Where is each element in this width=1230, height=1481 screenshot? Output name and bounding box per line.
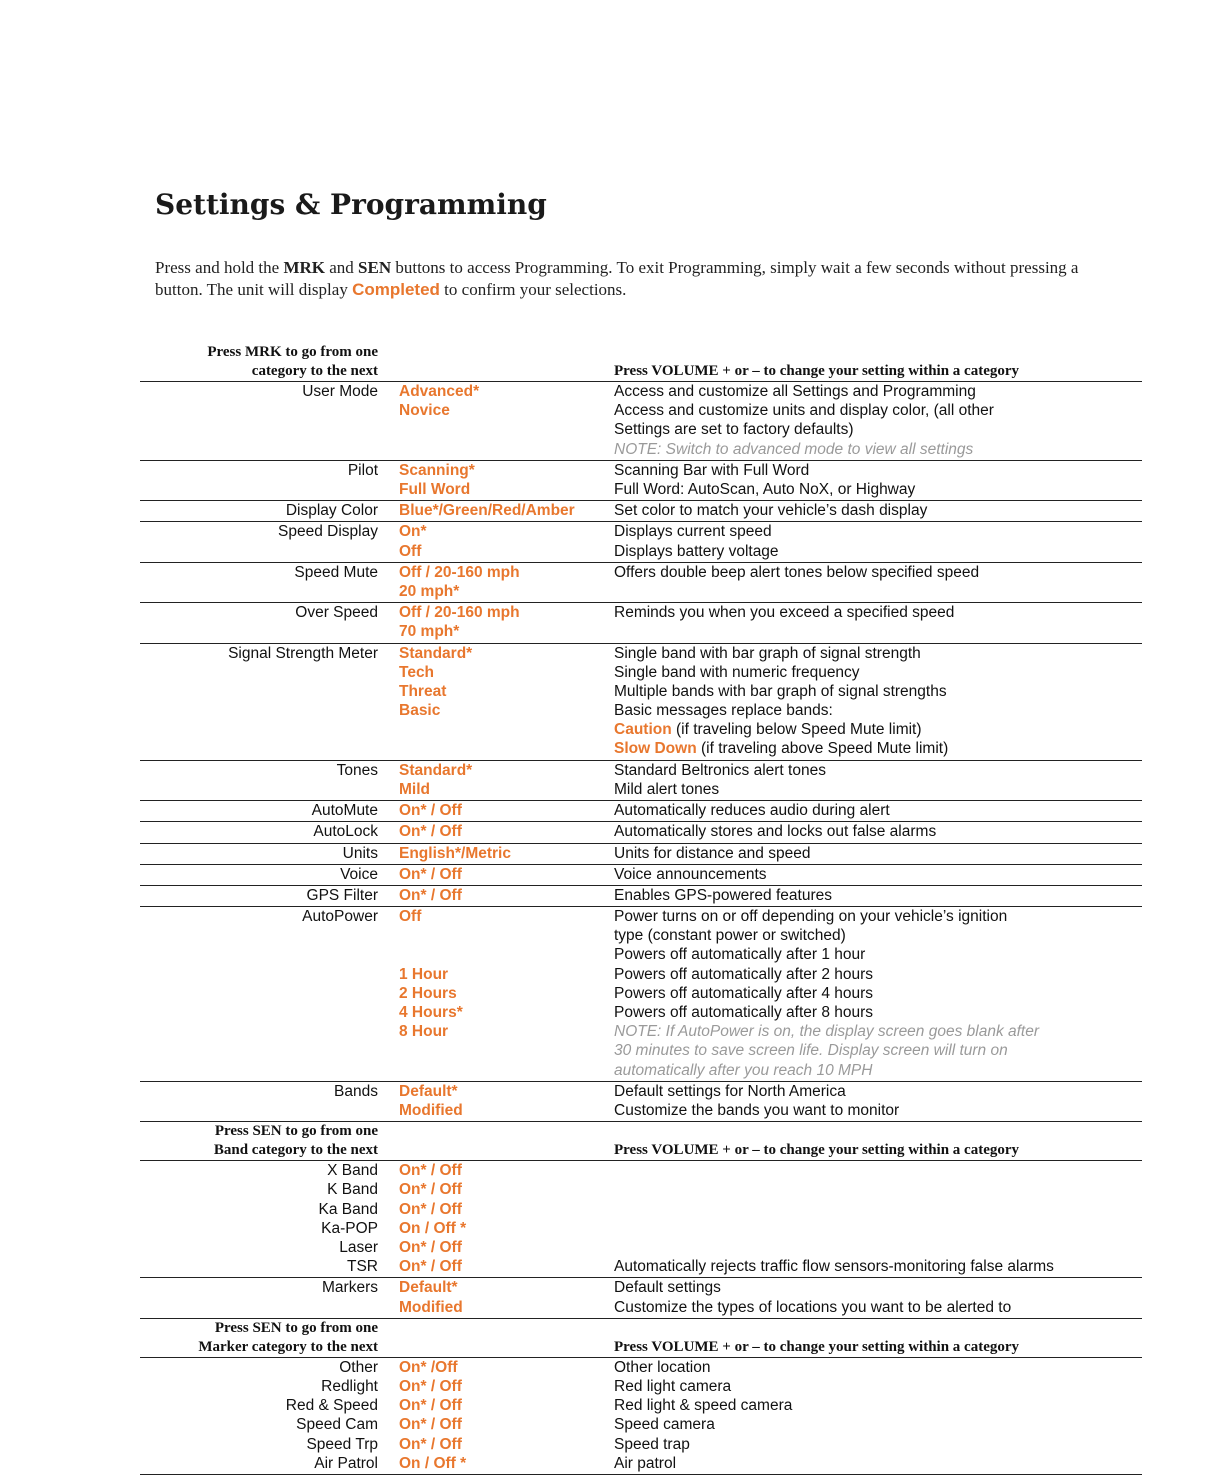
description-text: Multiple bands with bar graph of signal strengths — [614, 682, 947, 700]
setting-description-line — [614, 844, 1134, 863]
setting-description-line — [614, 780, 1134, 799]
setting-row — [140, 1082, 1142, 1122]
setting-description-line — [614, 1435, 1134, 1454]
setting-option: On* / Off — [399, 1162, 462, 1180]
setting-option: Scanning* — [399, 461, 475, 479]
setting-description-line — [614, 542, 1134, 561]
setting-options — [399, 844, 619, 863]
setting-description — [614, 522, 1134, 560]
setting-description — [614, 1161, 1134, 1276]
description-text: Standard Beltronics alert tones — [614, 761, 826, 779]
setting-description-line — [614, 501, 1134, 520]
description-text: Powers off automatically after 4 hours — [614, 984, 874, 1002]
setting-description-line — [614, 1161, 1134, 1180]
setting-options — [399, 644, 619, 721]
description-text: Red light & speed camera — [614, 1397, 793, 1415]
setting-row — [140, 1161, 1142, 1278]
intro-text: Press and hold the — [155, 258, 284, 277]
setting-options — [399, 1278, 619, 1316]
setting-name — [140, 501, 378, 520]
setting-description-line — [614, 1278, 1134, 1297]
setting-name-line: Speed Mute — [294, 563, 378, 581]
setting-options — [399, 801, 619, 820]
setting-name — [140, 907, 378, 926]
setting-option: On* / Off — [399, 1416, 462, 1434]
setting-description-line — [614, 720, 1134, 739]
section-header-left-line: Marker category to the next — [198, 1339, 378, 1356]
setting-row — [140, 822, 1142, 843]
setting-options — [399, 907, 619, 1041]
completed-label: Completed — [352, 280, 440, 299]
setting-name-line: Markers — [322, 1279, 378, 1297]
setting-options — [399, 382, 619, 420]
setting-name-line: GPS Filter — [306, 886, 378, 904]
setting-description-line — [614, 401, 1134, 420]
section-header-right: Press VOLUME + or – to change your setting within a category — [614, 1142, 1020, 1159]
setting-description-line — [614, 1101, 1134, 1120]
setting-description-line — [614, 926, 1134, 945]
setting-option: On* / Off — [399, 1397, 462, 1415]
setting-name — [140, 1161, 378, 1276]
setting-name-line: Speed Display — [278, 523, 378, 541]
setting-option: 8 Hour — [399, 1023, 449, 1041]
setting-option: Modified — [399, 1298, 463, 1316]
setting-description-line — [614, 1082, 1134, 1101]
setting-note — [614, 1041, 1134, 1060]
description-text: NOTE: If AutoPower is on, the display screen goes blank after — [614, 1023, 1040, 1041]
setting-row — [140, 644, 1142, 761]
description-text: Power turns on or off depending on your vehicle’s ignition — [614, 908, 1008, 926]
description-text: Other location — [614, 1358, 711, 1376]
setting-description-line — [614, 945, 1134, 964]
section-header-left-line: Press SEN to go from one — [214, 1319, 378, 1336]
setting-option: On* / Off — [399, 1258, 462, 1276]
setting-option: Off / 20-160 mph — [399, 563, 520, 581]
setting-name — [140, 865, 378, 884]
setting-name-line: AutoLock — [313, 823, 378, 841]
setting-option: 70 mph* — [399, 623, 460, 641]
setting-description-line — [614, 801, 1134, 820]
setting-option: Tech — [399, 663, 435, 681]
setting-options — [399, 563, 619, 601]
description-text: Offers double beep alert tones below specified speed — [614, 563, 980, 581]
setting-options — [399, 603, 619, 641]
setting-name-line: TSR — [347, 1258, 378, 1276]
setting-option: Off — [399, 542, 422, 560]
setting-row — [140, 844, 1142, 865]
description-text: Speed trap — [614, 1435, 690, 1453]
setting-row — [140, 382, 1142, 461]
description-text: Default settings — [614, 1279, 721, 1297]
setting-description-line — [614, 1180, 1134, 1199]
setting-description — [614, 501, 1134, 520]
description-text: Access and customize units and display color, (all other — [614, 402, 994, 420]
setting-options — [399, 886, 619, 905]
setting-description — [614, 822, 1134, 841]
description-text: Basic messages replace bands: — [614, 702, 833, 720]
intro-text: buttons to access Programming. To exit Programming, simply wait a few seconds without pressing a button. The unit will display — [155, 258, 1079, 299]
description-text: Enables GPS-powered features — [614, 886, 832, 904]
setting-row — [140, 1358, 1142, 1475]
setting-name-line: AutoMute — [311, 802, 378, 820]
section-header-left — [140, 1319, 378, 1357]
setting-name-line: X Band — [327, 1162, 378, 1180]
setting-description-line — [614, 822, 1134, 841]
setting-description — [614, 907, 1134, 1080]
section-header-right: Press VOLUME + or – to change your setting within a category — [614, 363, 1020, 379]
setting-options — [399, 1082, 619, 1120]
setting-option — [399, 926, 619, 945]
description-text: Powers off automatically after 1 hour — [614, 946, 866, 964]
setting-option: 4 Hours* — [399, 1004, 463, 1021]
setting-option: 1 Hour — [399, 965, 449, 983]
setting-name — [140, 1278, 378, 1297]
setting-options — [399, 761, 619, 799]
setting-option: On* / Off — [399, 1239, 462, 1256]
setting-description — [614, 801, 1134, 820]
setting-option: English*/Metric — [399, 844, 511, 862]
setting-note — [614, 440, 1134, 459]
setting-row — [140, 761, 1142, 801]
section-header-left-line: Press SEN to go from one — [214, 1123, 378, 1140]
description-text: Single band with numeric frequency — [614, 663, 860, 681]
description-text: Automatically reduces audio during alert — [614, 802, 890, 820]
setting-name — [140, 461, 378, 480]
description-text: Displays current speed — [614, 523, 772, 541]
setting-option: 2 Hours — [399, 984, 457, 1002]
setting-description — [614, 1082, 1134, 1120]
setting-description-line — [614, 984, 1134, 1003]
setting-name — [140, 1082, 378, 1101]
description-text: Access and customize all Settings and Programming — [614, 383, 976, 400]
section-header-left-line: Press MRK to go from one — [207, 344, 378, 360]
setting-name-line: Ka-POP — [321, 1219, 378, 1237]
description-text: Single band with bar graph of signal strength — [614, 644, 921, 662]
setting-description-line — [614, 739, 1134, 758]
setting-description — [614, 603, 1134, 622]
setting-option: On* / Off — [399, 1435, 462, 1453]
setting-description — [614, 644, 1134, 759]
setting-row — [140, 865, 1142, 886]
setting-name-line: Units — [342, 844, 378, 862]
description-text: (if traveling above Speed Mute limit) — [696, 740, 949, 758]
setting-description-line — [614, 1415, 1134, 1434]
setting-description-line — [614, 1200, 1134, 1219]
setting-description — [614, 461, 1134, 499]
setting-name — [140, 1358, 378, 1473]
setting-description-line — [614, 1298, 1134, 1317]
setting-option: On* /Off — [399, 1358, 458, 1376]
setting-name-line: Pilot — [347, 461, 378, 479]
setting-option: Novice — [399, 402, 450, 420]
setting-description-line — [614, 420, 1134, 439]
setting-option: Standard* — [399, 761, 473, 779]
setting-option: Blue*/Green/Red/Amber — [399, 502, 575, 520]
mrk-button-label: MRK — [283, 258, 325, 277]
page-title: Settings & Programming — [155, 188, 547, 221]
description-text: Units for distance and speed — [614, 844, 811, 862]
description-text: Settings are set to factory defaults) — [614, 421, 854, 439]
setting-description-line — [614, 1003, 1134, 1022]
setting-name — [140, 822, 378, 841]
setting-options — [399, 1358, 619, 1473]
setting-description-line — [614, 701, 1134, 720]
setting-description-line — [614, 603, 1134, 622]
section-header-left-line: category to the next — [251, 363, 378, 380]
section-header-left — [140, 1122, 378, 1160]
setting-options — [399, 1161, 619, 1276]
setting-row — [140, 1278, 1142, 1318]
setting-option: On* / Off — [399, 865, 462, 883]
description-text: Customize the types of locations you want to be alerted to — [614, 1298, 1012, 1316]
setting-description — [614, 563, 1134, 582]
setting-name-line: Speed Cam — [296, 1416, 378, 1434]
description-text: Powers off automatically after 2 hours — [614, 965, 874, 983]
setting-name-line: AutoPower — [302, 908, 378, 926]
setting-description-line — [614, 522, 1134, 541]
setting-option: On* / Off — [399, 823, 462, 841]
setting-row — [140, 522, 1142, 562]
setting-options — [399, 865, 619, 884]
setting-description-line — [614, 461, 1134, 480]
setting-options — [399, 461, 619, 499]
setting-description-line — [614, 663, 1134, 682]
setting-description-line — [614, 886, 1134, 905]
setting-option: Default* — [399, 1279, 458, 1297]
setting-description-line — [614, 563, 1134, 582]
intro-text: to confirm your selections. — [439, 280, 627, 299]
section-header — [140, 1122, 1142, 1161]
setting-name-line: Voice — [340, 865, 378, 883]
setting-option: On* / Off — [399, 1378, 462, 1396]
setting-name-line: K Band — [327, 1181, 378, 1199]
section-header-left — [140, 343, 378, 381]
setting-option: Standard* — [399, 644, 473, 662]
setting-description-line — [614, 1358, 1134, 1377]
setting-description-line — [614, 1396, 1134, 1415]
sen-button-label: SEN — [358, 258, 392, 277]
setting-option: On* — [399, 523, 427, 541]
setting-row — [140, 563, 1142, 603]
setting-note — [614, 1022, 1134, 1041]
setting-option — [399, 945, 619, 964]
setting-name — [140, 603, 378, 622]
setting-option: On* / Off — [399, 886, 462, 904]
settings-table — [140, 343, 1142, 1475]
setting-option: Full Word — [399, 480, 471, 498]
message-label: Slow Down — [614, 740, 697, 758]
setting-description — [614, 761, 1134, 799]
setting-option: On* / Off — [399, 1181, 462, 1199]
description-text: Set color to match your vehicle’s dash display — [614, 502, 928, 520]
description-text: Mild alert tones — [614, 780, 720, 798]
description-text: Red light camera — [614, 1378, 732, 1396]
setting-name-line: Display Color — [285, 502, 378, 520]
setting-name — [140, 522, 378, 541]
setting-description — [614, 886, 1134, 905]
setting-name — [140, 886, 378, 905]
description-text: Scanning Bar with Full Word — [614, 461, 810, 479]
setting-name — [140, 844, 378, 863]
setting-description-line — [614, 907, 1134, 926]
setting-name — [140, 563, 378, 582]
setting-description-line — [614, 480, 1134, 499]
setting-description-line — [614, 761, 1134, 780]
setting-name-line: Tones — [336, 761, 378, 779]
description-text: Default settings for North America — [614, 1082, 846, 1100]
setting-name — [140, 761, 378, 780]
setting-row — [140, 907, 1142, 1082]
setting-description-line — [614, 644, 1134, 663]
description-text: Air patrol — [614, 1454, 677, 1472]
section-header — [140, 1319, 1142, 1358]
setting-option: Basic — [399, 702, 441, 720]
description-text: automatically after you reach 10 MPH — [614, 1061, 873, 1079]
section-header — [140, 343, 1142, 382]
setting-description-line — [614, 1454, 1134, 1473]
setting-description — [614, 865, 1134, 884]
setting-option: On* / Off — [399, 1200, 462, 1218]
setting-row — [140, 886, 1142, 907]
setting-option: Modified — [399, 1102, 463, 1120]
setting-row — [140, 801, 1142, 822]
message-label: Caution — [614, 721, 672, 739]
setting-option: On / Off * — [399, 1219, 467, 1237]
setting-description — [614, 1278, 1134, 1316]
setting-name-line: Over Speed — [295, 604, 378, 622]
setting-row — [140, 603, 1142, 643]
description-text: NOTE: Switch to advanced mode to view all settings — [614, 440, 974, 458]
setting-name-line: Speed Trp — [306, 1435, 378, 1453]
section-header-right: Press VOLUME + or – to change your setting within a category — [614, 1338, 1020, 1355]
description-text: type (constant power or switched) — [614, 927, 846, 945]
setting-description-line — [614, 1219, 1134, 1238]
setting-name-line: Air Patrol — [314, 1454, 378, 1472]
setting-option: Mild — [399, 780, 430, 798]
setting-description-line — [614, 382, 1134, 401]
description-text: Automatically rejects traffic flow sensors-monitoring false alarms — [614, 1258, 1054, 1276]
description-text: Voice announcements — [614, 865, 767, 883]
setting-description-line — [614, 965, 1134, 984]
setting-option: 20 mph* — [399, 582, 460, 600]
setting-description-line — [614, 1257, 1134, 1276]
setting-row — [140, 501, 1142, 522]
setting-description-line — [614, 682, 1134, 701]
setting-name-line: Bands — [334, 1082, 378, 1100]
setting-name-line: Laser — [339, 1239, 378, 1256]
setting-description-line — [614, 1238, 1134, 1257]
setting-option: On* / Off — [399, 802, 462, 820]
setting-options — [399, 822, 619, 841]
setting-option: Default* — [399, 1082, 458, 1100]
setting-name — [140, 382, 378, 401]
setting-name-line: Red & Speed — [285, 1397, 378, 1415]
setting-name-line: Other — [339, 1358, 378, 1376]
setting-description-line — [614, 865, 1134, 884]
description-text: Reminds you when you exceed a specified speed — [614, 604, 955, 622]
setting-name-line: Signal Strength Meter — [228, 644, 378, 662]
setting-description — [614, 844, 1134, 863]
description-text: 30 minutes to save screen life. Display screen will turn on — [614, 1042, 1008, 1060]
setting-name-line: Ka Band — [318, 1200, 378, 1218]
setting-description-line — [614, 1377, 1134, 1396]
intro-text: and — [324, 258, 359, 277]
setting-options — [399, 522, 619, 560]
intro-paragraph — [155, 257, 1115, 301]
setting-option: Advanced* — [399, 383, 480, 400]
setting-option: Off — [399, 908, 422, 926]
setting-note — [614, 1061, 1134, 1080]
description-text: Displays battery voltage — [614, 542, 779, 560]
setting-name-line: Redlight — [321, 1378, 378, 1396]
description-text: Powers off automatically after 8 hours — [614, 1004, 874, 1021]
setting-option: On / Off * — [399, 1454, 467, 1472]
setting-name-line: User Mode — [302, 383, 378, 400]
setting-name — [140, 644, 378, 663]
description-text: Customize the bands you want to monitor — [614, 1102, 900, 1120]
setting-options — [399, 501, 619, 520]
setting-description — [614, 1358, 1134, 1473]
setting-option: Off / 20-160 mph — [399, 604, 520, 622]
setting-description — [614, 382, 1134, 459]
setting-name — [140, 801, 378, 820]
description-text: (if traveling below Speed Mute limit) — [671, 721, 922, 739]
setting-option: Threat — [399, 682, 447, 700]
description-text: Full Word: AutoScan, Auto NoX, or Highway — [614, 480, 916, 498]
description-text: Automatically stores and locks out false alarms — [614, 823, 937, 841]
description-text: Speed camera — [614, 1416, 715, 1434]
setting-row — [140, 461, 1142, 501]
section-header-left-line: Band category to the next — [213, 1142, 378, 1159]
